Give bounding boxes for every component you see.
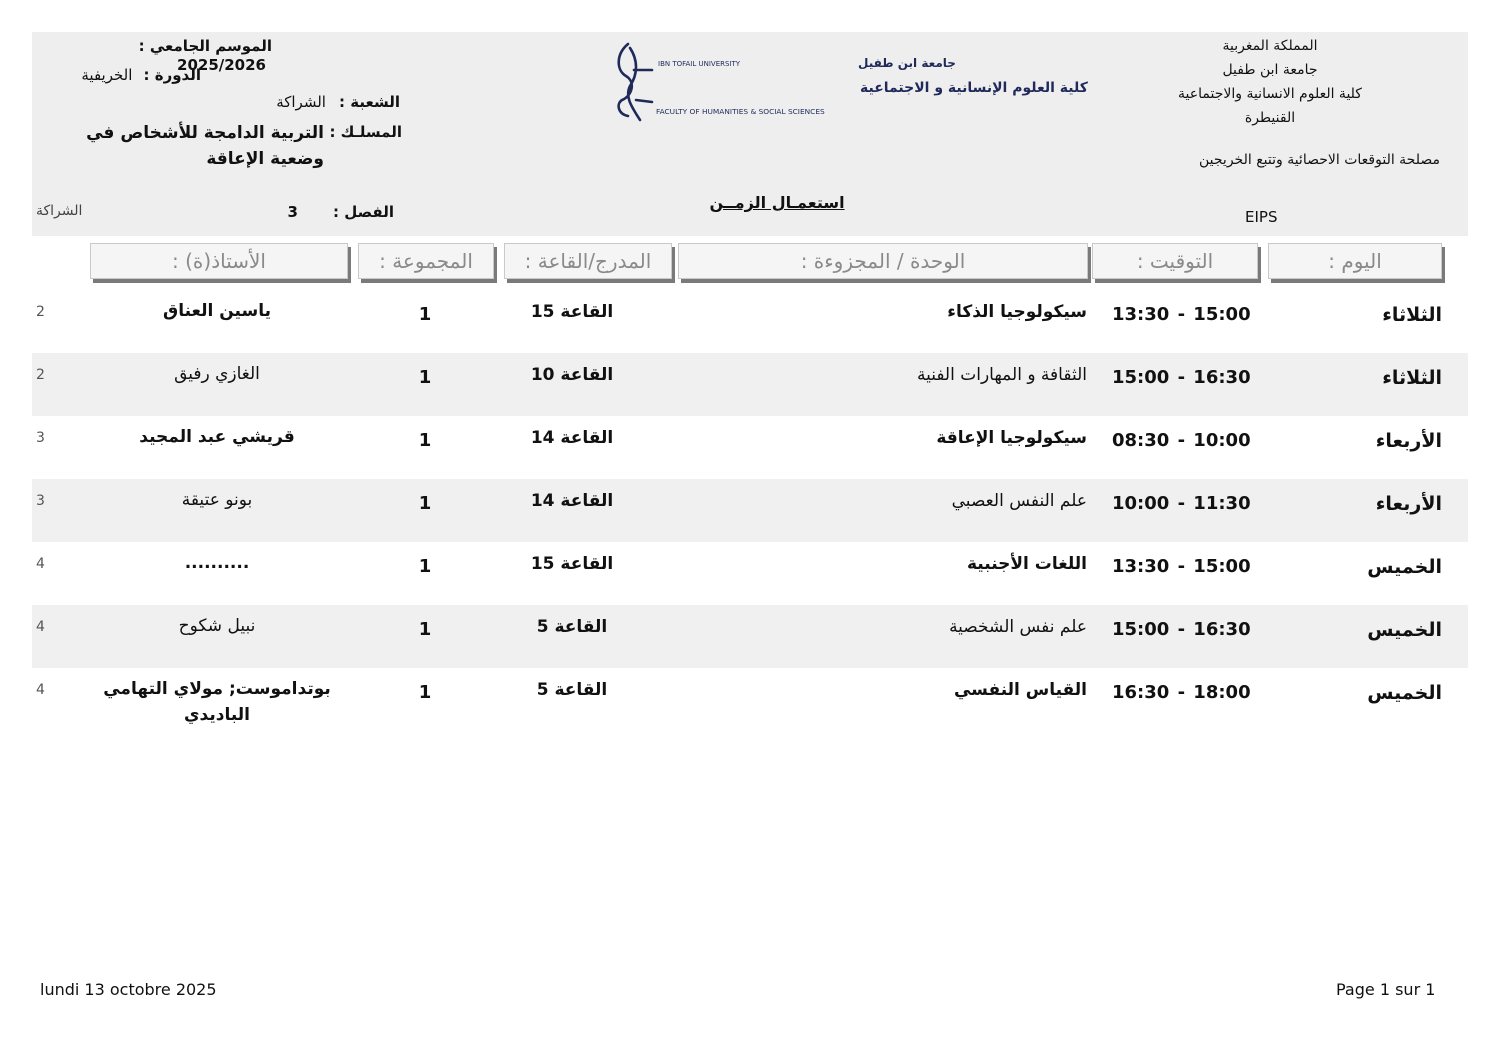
branch-line [232,92,400,111]
row-edge-value: 3 [36,430,45,446]
row-edge-value: 2 [36,367,45,383]
row-professor: ياسين العناق [163,301,271,321]
row-room: القاعة 15 [530,554,614,574]
row-room: القاعة 14 [530,428,614,448]
row-room: القاعة 5 [536,680,608,700]
institution-block [1140,34,1400,130]
row-professor: قريشي عبد المجيد [139,427,295,447]
row-professor: بونو عتيقة [181,490,253,510]
row-group: 1 [418,304,432,325]
row-group: 1 [418,367,432,388]
column-header-time: التوقيت : [1092,243,1258,279]
row-day: الأربعاء [1375,430,1442,452]
service-name: مصلحة التوقعات الاحصائية وتتبع الخريجين [1199,152,1440,168]
table-row [32,416,1468,479]
page-title: استعمـال الزمــن [709,193,845,212]
row-group: 1 [418,430,432,451]
logo-name-ar: جامعة ابن طفيل [858,56,956,70]
row-professor: نبيل شكوح [178,616,256,636]
row-edge-value: 3 [36,493,45,509]
row-time: 13:30 - 15:00 [1112,556,1251,577]
row-day: الخميس [1367,556,1442,578]
row-day: الخميس [1367,682,1442,704]
row-time: 16:30 - 18:00 [1112,682,1251,703]
session-value: الخريفية [81,66,133,84]
row-module: اللغات الأجنبية [967,554,1087,574]
row-group: 1 [418,493,432,514]
row-professor: بوتداموست; مولاي التهامي الباديدي [103,679,331,725]
row-day: الثلاثاء [1382,367,1442,389]
branch-label: الشعبة : [339,93,400,111]
row-module: القياس النفسي [953,680,1087,700]
row-group: 1 [418,556,432,577]
semester-label: الفصل : [333,203,394,221]
institution-line: جامعة ابن طفيل [1222,62,1318,78]
table-row [32,353,1468,416]
semester-line [268,202,394,221]
university-logo [612,40,1088,132]
logo-faculty-ar: كلية العلوم الإنسانية و الاجتماعية [860,80,1088,96]
track-label: المسلـك : [329,123,402,141]
row-day: الخميس [1367,619,1442,641]
row-room: القاعة 15 [530,302,614,322]
row-group: 1 [418,682,432,703]
row-module: سيكولوجيا الذكاء [947,302,1087,322]
row-room: القاعة 10 [530,365,614,385]
row-day: الثلاثاء [1382,304,1442,326]
table-row [32,479,1468,542]
row-module: الثقافة و المهارات الفنية [916,365,1087,385]
row-time: 15:00 - 16:30 [1112,367,1251,388]
column-header-professor: الأستاذ(ة) : [90,243,348,279]
logo-name-en: IBN TOFAIL UNIVERSITY [658,60,741,68]
institution-line: المملكة المغربية [1222,38,1318,54]
track-value: التربية الدامجة للأشخاص في وضعية الإعاقة [86,123,324,169]
row-professor: .......... [184,553,250,573]
institution-line: كلية العلوم الانسانية والاجتماعية [1178,86,1362,102]
column-header-group: المجموعة : [358,243,494,279]
row-module: علم نفس الشخصية [949,617,1087,637]
row-time: 13:30 - 15:00 [1112,304,1251,325]
row-room: القاعة 5 [536,617,608,637]
footer-page-number: Page 1 sur 1 [1336,980,1436,999]
row-edge-value: 4 [36,556,45,572]
season-value: 2025/2026 [177,56,266,74]
service-code: EIPS [1245,208,1278,226]
row-room: القاعة 14 [530,491,614,511]
session-label: الدورة : [143,66,201,84]
session-line [46,65,201,84]
row-edge-value: 4 [36,682,45,698]
row-edge-value: 2 [36,304,45,320]
column-header-day: اليوم : [1268,243,1442,279]
season-label: الموسم الجامعي : [138,37,272,55]
row-module: سيكولوجيا الإعاقة [936,428,1087,448]
column-header-room: المدرج/القاعة : [504,243,672,279]
row-time: 08:30 - 10:00 [1112,430,1251,451]
semester-value: 3 [287,203,298,221]
extra-value: الشراكة [36,203,83,219]
table-row [32,290,1468,353]
row-professor: الغازي رفيق [174,364,260,384]
column-header-module: الوحدة / المجزوءة : [678,243,1088,279]
row-module: علم النفس العصبي [951,491,1087,511]
table-row [32,542,1468,605]
table-row [32,605,1468,668]
row-day: الأربعاء [1375,493,1442,515]
footer-date: lundi 13 octobre 2025 [40,980,217,999]
institution-line: القنيطرة [1244,110,1296,126]
logo-faculty-en: FACULTY OF HUMANITIES & SOCIAL SCIENCES [656,107,825,116]
row-group: 1 [418,619,432,640]
row-time: 10:00 - 11:30 [1112,493,1251,514]
table-row [32,668,1468,734]
row-time: 15:00 - 16:30 [1112,619,1251,640]
row-edge-value: 4 [36,619,45,635]
branch-value: الشراكة [276,93,326,111]
